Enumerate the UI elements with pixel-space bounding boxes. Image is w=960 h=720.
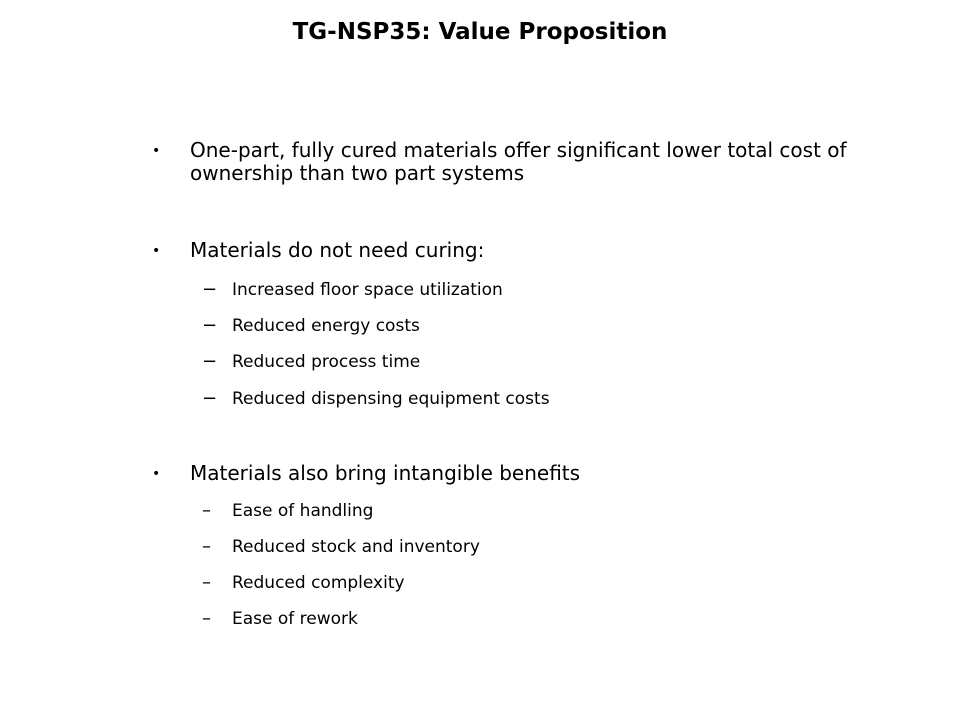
dash-marker: –	[202, 608, 211, 629]
bullet-marker: •	[152, 466, 161, 482]
bullet-text: Materials also bring intangible benefits	[190, 461, 581, 485]
sub-item-text: Ease of handling	[232, 501, 374, 521]
dash-marker: –	[202, 536, 211, 557]
sub-item-text: Ease of rework	[232, 609, 358, 629]
dash-marker: –	[202, 500, 211, 521]
dash-marker: −	[202, 315, 218, 336]
bullet-marker: •	[152, 243, 161, 259]
sub-item-text: Reduced stock and inventory	[232, 537, 480, 557]
bullet-text: Materials do not need curing:	[190, 238, 485, 262]
sub-item-text: Reduced process time	[232, 352, 421, 372]
bullet-text: One-part, fully cured materials offer significant lower total cost of ownership than two part systems	[190, 138, 847, 185]
sub-item-text: Reduced dispensing equipment costs	[232, 389, 550, 409]
sub-item-text: Reduced complexity	[232, 573, 405, 593]
dash-marker: −	[202, 279, 218, 300]
dash-marker: –	[202, 572, 211, 593]
sub-item-text: Increased floor space utilization	[232, 280, 503, 300]
slide-title: TG-NSP35: Value Proposition	[292, 19, 668, 45]
sub-item-text: Reduced energy costs	[232, 316, 420, 336]
dash-marker: −	[202, 388, 218, 409]
bullet-marker: •	[152, 143, 161, 159]
dash-marker: −	[202, 351, 218, 372]
